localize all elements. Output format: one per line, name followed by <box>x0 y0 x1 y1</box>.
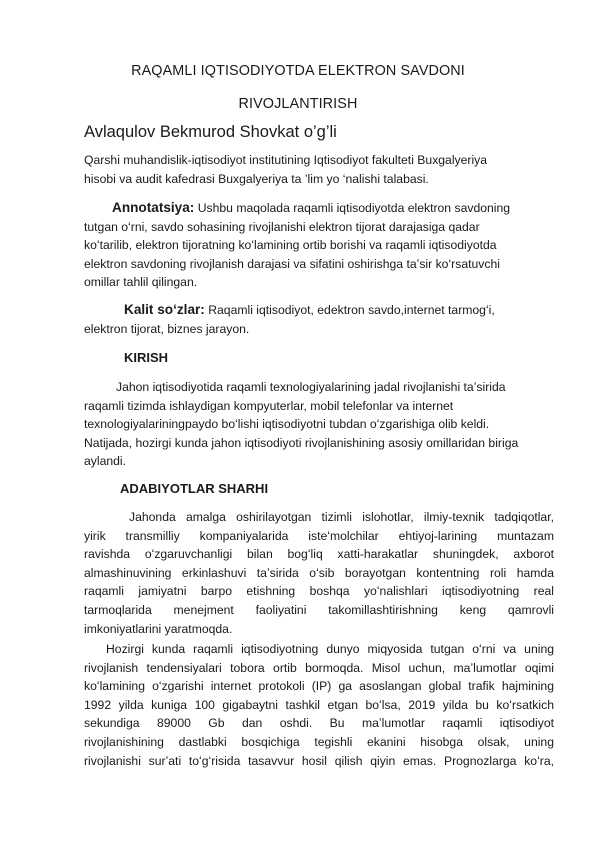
review-p1-line: Jahonda amalga oshirilayotgan tizimli islohotlar, ilmiy-texnik tadqiqotlar, <box>129 510 554 524</box>
keywords-text-1: Raqamli iqtisodiyot, edektron savdo,internet tarmogʻi, <box>204 303 495 317</box>
annotation-line-4: elektron savdoning rivojlanish darajasi va sifatini oshirishga taʼsir koʻrsatuvchi <box>84 256 500 271</box>
review-p1-line: raqamli jamiyatni barpo etishning boshqa yoʻnalishlari iqtisodiyotning real <box>84 584 554 599</box>
annotation-text-1: Ushbu maqolada raqamli iqtisodiyotda elektron savdoning <box>194 201 511 215</box>
review-p2-line: Hozirgi kunda raqamli iqtisodiyotning dunyo miqyosida tutgan oʻrni va uning <box>106 642 554 656</box>
intro-line-3: texnologiyalariningpaydo boʻlishi iqtisodiyotni tubdan oʻzgarishiga olib keldi. <box>84 417 490 432</box>
review-p1-line: ravishda oʻzgaruvchanligi bilan bogʻliq xatti-harakatlar shuningdek, axborot <box>84 547 554 562</box>
intro-line-2: raqamli tizimda ishlaydigan kompyuterlar, mobil telefonlar va internet <box>84 398 454 413</box>
annotation-paragraph <box>84 199 554 292</box>
annotation-line-3: koʻtarilib, elektron tijoratning koʻlamining ortib borishi va raqamli iqtisodiyotda <box>84 238 497 253</box>
keywords-label: Kalit soʻzlar: <box>124 302 205 317</box>
intro-line-5: aylandi. <box>84 454 127 469</box>
annotation-label: Annotatsiya: <box>112 200 195 215</box>
affiliation-line-2: hisobi va audit kafedrasi Buxgalyeriya ta ’lim yo ‘nalishi talabasi. <box>84 171 429 186</box>
intro-heading: KIRISH <box>124 350 169 365</box>
title-line-2: RIVOJLANTIRISH <box>238 96 358 112</box>
review-p2-line: rivojlanishining dastlabki bosqichiga tegishli ekanini hisobga olsak, uning <box>84 734 554 749</box>
keywords-line-2: elektron tijorat, biznes jarayon. <box>84 321 250 336</box>
review-p1-line: imkoniyatlarini yaratmoqda. <box>84 621 233 636</box>
review-p2-line: sekundiga 89000 Gb dan oshdi. Bu maʼlumotlar raqamli iqtisodiyot <box>84 716 554 731</box>
review-heading: ADABIYOTLAR SHARHI <box>120 481 269 496</box>
annotation-line-5: omillar tahlil qilingan. <box>84 275 198 290</box>
review-p2-line: rivojlanish tendensiyalari tobora ortib bormoqda. Misol uchun, maʼlumotlar oqimi <box>84 660 554 675</box>
affiliation <box>84 151 554 188</box>
keywords-paragraph <box>84 301 554 338</box>
annotation-line-2: tutgan oʻrni, savdo sohasining rivojlanishi elektron tijorat darajasiga qadar <box>84 219 480 234</box>
title-line-1: RAQAMLI IQTISODIYOTDA ELEKTRON SAVDONI <box>131 63 465 79</box>
author-name: Avlaqulov Bekmurod Shovkat o’g’li <box>84 123 337 141</box>
review-p1-line: yirik transmilliy kompaniyalarida isteʻmolchilar ehtiyoj-larining muntazam <box>84 528 554 543</box>
review-p2-line: 1992 yilda kuniga 100 gigabaytni tashkil etgan boʻlsa, 2019 yilda bu koʻrsatkich <box>84 697 554 712</box>
keywords-line-1 <box>84 301 554 320</box>
affiliation-line-1: Qarshi muhandislik-iqtisodiyot institutining Iqtisodiyot fakulteti Buxgalyeriya <box>84 153 488 167</box>
review-p2-line: rivojlanishi surʼati toʻgʻrisida tasavvur hosil qilish qiyin emas. Prognozlarga koʻra, <box>84 753 554 768</box>
review-p1-line: almashinuvining erkinlashuvi taʼsirida oʻsib borayotgan kontentning roli hamda <box>84 565 554 580</box>
review-paragraph-1 <box>84 508 554 638</box>
annotation-line-1 <box>84 199 554 218</box>
review-paragraph-2 <box>84 640 554 770</box>
review-p1-line: tarmoqlarida menejment faoliyatini takomillashtirishning keng qamrovli <box>84 602 554 617</box>
review-p2-line: koʻlamining oʻzgarishi internet protokoli (IP) ga asoslangan global trafik hajmining <box>84 679 554 694</box>
intro-paragraph <box>84 378 554 471</box>
intro-line-1: Jahon iqtisodiyotida raqamli texnologiyalarining jadal rivojlanishi taʼsirida <box>116 380 506 394</box>
intro-line-4: Natijada, hozirgi kunda jahon iqtisodiyoti rivojlanishining asosiy omillaridan biriga <box>84 435 519 450</box>
